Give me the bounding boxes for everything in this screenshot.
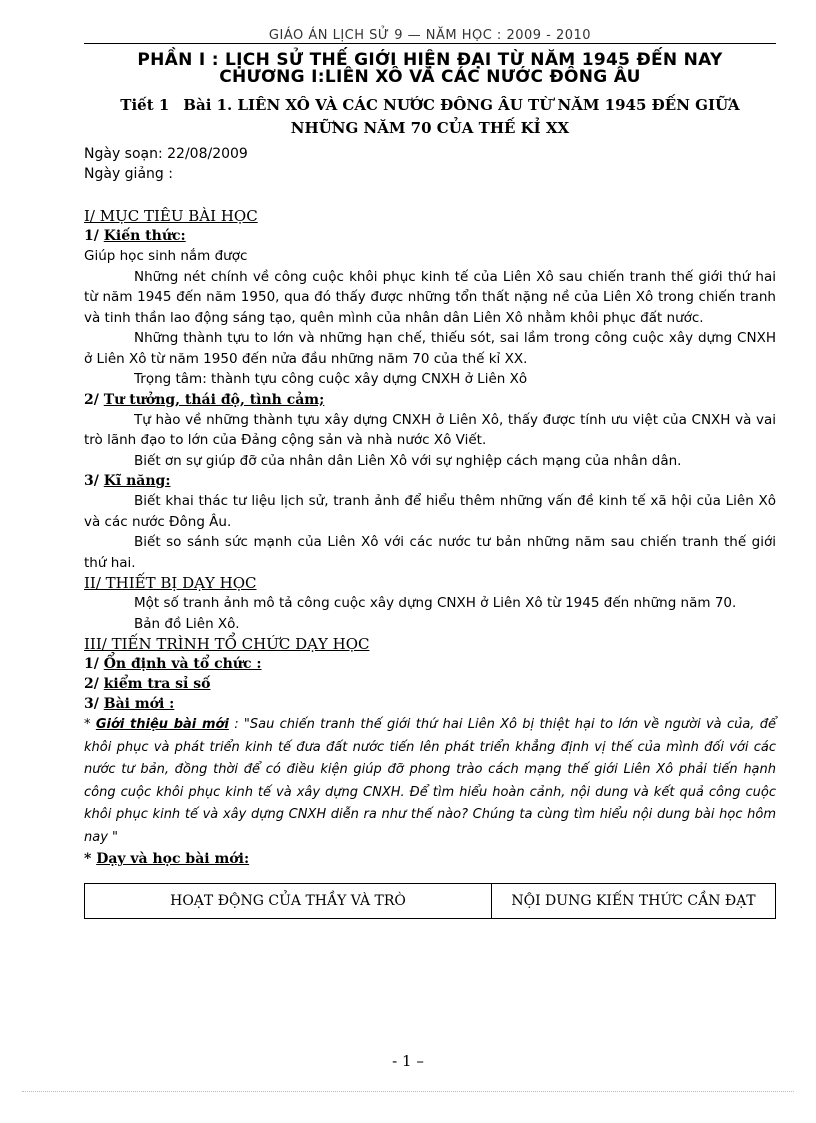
attitude-para-1: Tự hào về những thành tựu xây dựng CNXH ở Liên Xô, thấy được tính ưu việt của CNXH và vai trò lãnh đạo to lớn của Đảng cộng sản và nhà nước Xô Viết. (84, 411, 776, 448)
lesson-title (84, 94, 776, 140)
knowledge-intro: Giúp học sinh nắm được (84, 248, 248, 264)
process-item-3: 3/ Bài mới : (84, 696, 175, 712)
table-header-content: NỘI DUNG KIẾN THỨC CẦN ĐẠT (492, 884, 776, 919)
skills-heading: 3/ Kĩ năng: (84, 473, 171, 489)
part-title-line1: PHẦN I : LỊCH SỬ THẾ GIỚI HIỆN ĐẠI TỪ NĂM 1945 ĐẾN NAY (137, 50, 723, 70)
page-number: - 1 – (392, 1052, 424, 1070)
attitude-para-2: Biết ơn sự giúp đỡ của nhân dân Liên Xô với sự nghiệp cách mạng của nhân dân. (134, 452, 682, 469)
lesson-title-line2: NHỮNG NĂM 70 CỦA THẾ KỈ XX (290, 119, 570, 137)
table-header-row (85, 884, 776, 919)
lesson-period: Tiết 1 (120, 96, 170, 114)
section-objectives-heading: I/ MỤC TIÊU BÀI HỌC (84, 207, 258, 225)
page-divider (22, 1091, 794, 1092)
teach-date: Ngày giảng : (84, 166, 173, 182)
section-process-heading: III/ TIẾN TRÌNH TỔ CHỨC DẠY HỌC (84, 635, 370, 653)
process-item-1: 1/ Ổn định và tổ chức : (84, 656, 262, 672)
equipment-para-2: Bản đồ Liên Xô. (134, 615, 240, 632)
activity-table (84, 883, 776, 919)
lesson-introduction: * Giới thiệu bài mới : "Sau chiến tranh thế giới thứ hai Liên Xô bị thiệt hại to lớn về người và của, để khôi phục và phát triển kinh tế đưa đất nước tiến lên phát triển khẳng định vị thế của mình đối với các nước tư bản, đồng thời để có điều kiện giúp đỡ phong trào cách mạng thế giới Liên Xô phải tiến hạnh công cuộc khôi phục kinh tế và xây dựng CNXH. Để tìm hiểu hoàn cảnh, nội dung và kết quả công cuộc khôi phục kinh tế và xây dựng CNXH diễn ra như thế nào? Chúng ta cùng tìm hiểu nội dung bài học hôm nay " (84, 717, 776, 845)
document-page (84, 28, 776, 919)
teaching-heading: * Dạy và học bài mới: (84, 851, 250, 867)
running-header: GIÁO ÁN LỊCH SỬ 9 — NĂM HỌC : 2009 - 2010 (84, 28, 776, 44)
knowledge-para-2: Những thành tựu to lớn và những hạn chế, thiếu sót, sai lầm trong công cuộc xây dựng CNXH ở Liên Xô từ năm 1950 đến nửa đầu những năm 70 của thế kỉ XX. (84, 330, 776, 367)
process-item-2: 2/ kiểm tra sỉ số (84, 676, 211, 692)
skills-para-1: Biết khai thác tư liệu lịch sử, tranh ảnh để hiểu thêm những vấn đề kinh tế xã hội của Liên Xô và các nước Đông Âu. (84, 493, 776, 530)
lesson-title-line1: Bài 1. LIÊN XÔ VÀ CÁC NƯỚC ĐÔNG ÂU TỪ NĂM 1945 ĐẾN GIỮA (183, 96, 740, 114)
skills-para-2: Biết so sánh sức mạnh của Liên Xô với các nước tư bản những năm sau chiến tranh thế giới thứ hai. (84, 534, 776, 571)
prepare-date: Ngày soạn: 22/08/2009 (84, 146, 248, 162)
equipment-para-1: Một số tranh ảnh mô tả công cuộc xây dựng CNXH ở Liên Xô từ 1945 đến những năm 70. (134, 595, 737, 611)
part-title-line2: CHƯƠNG I:LIÊN XÔ VÀ CÁC NƯỚC ĐÔNG ÂU (219, 67, 641, 87)
knowledge-para-1: Những nét chính về công cuộc khôi phục kinh tế của Liên Xô sau chiến tranh thế giới thứ hai từ năm 1945 đến năm 1950, qua đó thấy được những tổn thất nặng nề của Liên Xô trong chiến tranh và tinh thần lao động sáng tạo, quên mình của nhân dân Liên Xô nhằm khôi phục đất nước. (84, 268, 776, 326)
attitude-heading: 2/ Tư tưởng, thái độ, tình cảm; (84, 391, 325, 408)
knowledge-focus: Trọng tâm: thành tựu công cuộc xây dựng CNXH ở Liên Xô (134, 371, 528, 387)
knowledge-heading: 1/ Kiến thức: (84, 228, 186, 244)
table-header-activities: HOẠT ĐỘNG CỦA THẦY VÀ TRÒ (85, 884, 492, 919)
section-equipment-heading: II/ THIẾT BỊ DẠY HỌC (84, 574, 257, 592)
part-title (84, 52, 776, 86)
